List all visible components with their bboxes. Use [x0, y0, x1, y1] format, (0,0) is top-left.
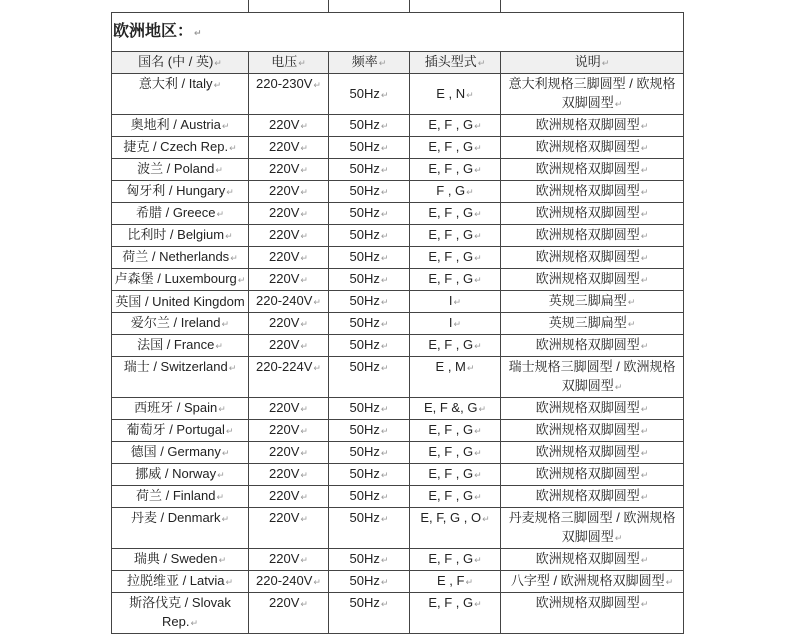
description-cell: 丹麦规格三脚圆型 / 欧洲规格双脚圆型 ↵	[509, 510, 676, 544]
description-cell: 欧洲规格双脚圆型 ↵	[536, 551, 649, 566]
table-row	[112, 137, 684, 159]
frequency-cell: 50Hz ↵	[350, 400, 389, 415]
description-cell: 欧洲规格双脚圆型 ↵	[536, 183, 649, 198]
description-cell: 欧洲规格双脚圆型 ↵	[536, 139, 649, 154]
table-row	[112, 442, 684, 464]
table-row	[112, 464, 684, 486]
header-row	[112, 52, 684, 74]
country-cell: 卢森堡 / Luxembourg ↵	[115, 271, 246, 286]
plug-type-cell: E , M ↵	[436, 359, 475, 374]
plug-type-cell: E, F &, G ↵	[424, 400, 486, 415]
plug-type-cell: E, F , G ↵	[428, 422, 481, 437]
frequency-cell: 50Hz ↵	[350, 573, 389, 588]
table-row	[112, 181, 684, 203]
country-cell: 德国 / Germany ↵	[131, 444, 230, 459]
voltage-cell: 220V ↵	[269, 488, 308, 503]
voltage-cell: 220V ↵	[269, 466, 308, 481]
header-description: 说明 ↵	[575, 54, 610, 69]
table-row	[112, 115, 684, 137]
plug-type-cell: E, F , G ↵	[428, 595, 481, 610]
description-cell: 欧洲规格双脚圆型 ↵	[536, 249, 649, 264]
plug-type-cell: E, F , G ↵	[428, 337, 481, 352]
section-title: 欧洲地区： ↵	[113, 23, 202, 40]
plug-type-cell: E , F ↵	[437, 573, 473, 588]
voltage-cell: 220V ↵	[269, 183, 308, 198]
country-cell: 比利时 / Belgium ↵	[127, 227, 232, 242]
table-border-stub	[328, 0, 329, 12]
frequency-cell: 50Hz ↵	[350, 183, 389, 198]
voltage-cell: 220V ↵	[269, 444, 308, 459]
voltage-cell: 220V ↵	[269, 117, 308, 132]
country-cell: 丹麦 / Denmark ↵	[131, 510, 229, 525]
country-cell: 法国 / France ↵	[137, 337, 223, 352]
country-cell: 葡萄牙 / Portugal ↵	[127, 422, 234, 437]
table-row	[112, 159, 684, 181]
description-cell: 欧洲规格双脚圆型 ↵	[536, 595, 649, 610]
country-cell: 瑞士 / Switzerland ↵	[124, 359, 237, 374]
voltage-cell: 220-240V ↵	[256, 573, 321, 588]
frequency-cell: 50Hz ↵	[350, 510, 389, 525]
table-row	[112, 313, 684, 335]
table-row	[112, 335, 684, 357]
country-cell: 捷克 / Czech Rep. ↵	[123, 139, 236, 154]
country-cell: 西班牙 / Spain ↵	[134, 400, 226, 415]
voltage-cell: 220-240V ↵	[256, 293, 321, 308]
plug-type-cell: E, F , G ↵	[428, 227, 481, 242]
country-cell: 拉脱维亚 / Latvia ↵	[127, 573, 233, 588]
voltage-cell: 220V ↵	[269, 205, 308, 220]
section-title-row	[112, 13, 684, 52]
plug-type-cell: E, F , G ↵	[428, 205, 481, 220]
voltage-cell: 220V ↵	[269, 595, 308, 610]
country-cell: 意大利 / Italy ↵	[139, 76, 221, 91]
voltage-cell: 220V ↵	[269, 161, 308, 176]
table-row	[112, 420, 684, 442]
voltage-cell: 220V ↵	[269, 315, 308, 330]
description-cell: 欧洲规格双脚圆型 ↵	[536, 488, 649, 503]
plug-type-cell: E, F, G , O ↵	[420, 510, 489, 525]
table-row	[112, 269, 684, 291]
country-cell: 挪威 / Norway ↵	[135, 466, 224, 481]
frequency-cell: 50Hz ↵	[350, 466, 389, 481]
voltage-cell: 220V ↵	[269, 139, 308, 154]
table-row	[112, 291, 684, 313]
frequency-cell: 50Hz ↵	[350, 161, 389, 176]
header-plug-type: 插头型式 ↵	[425, 54, 486, 69]
description-cell: 英规三脚扁型 ↵	[549, 315, 636, 330]
header-country: 国名 (中 / 英) ↵	[138, 54, 222, 69]
plug-type-cell: E, F , G ↵	[428, 249, 481, 264]
plug-type-cell: F , G ↵	[436, 183, 473, 198]
description-cell: 欧洲规格双脚圆型 ↵	[536, 205, 649, 220]
plug-type-cell: E, F , G ↵	[428, 466, 481, 481]
country-cell: 荷兰 / Netherlands ↵	[122, 249, 237, 264]
table-row	[112, 508, 684, 549]
frequency-cell: 50Hz ↵	[350, 359, 389, 374]
country-cell: 奥地利 / Austria ↵	[131, 117, 230, 132]
country-cell: 瑞典 / Sweden ↵	[134, 551, 226, 566]
country-cell: 希腊 / Greece ↵	[136, 205, 224, 220]
frequency-cell: 50Hz ↵	[350, 139, 389, 154]
description-cell: 欧洲规格双脚圆型 ↵	[536, 161, 649, 176]
description-cell: 瑞士规格三脚圆型 / 欧洲规格双脚圆型 ↵	[509, 359, 676, 393]
frequency-cell: 50Hz ↵	[350, 249, 389, 264]
frequency-cell: 50Hz ↵	[350, 117, 389, 132]
voltage-cell: 220V ↵	[269, 337, 308, 352]
voltage-cell: 220-230V ↵	[256, 76, 321, 91]
frequency-cell: 50Hz ↵	[350, 315, 389, 330]
frequency-cell: 50Hz ↵	[350, 444, 389, 459]
description-cell: 欧洲规格双脚圆型 ↵	[536, 466, 649, 481]
description-cell: 欧洲规格双脚圆型 ↵	[536, 337, 649, 352]
frequency-cell: 50Hz ↵	[350, 551, 389, 566]
description-cell: 八字型 / 欧洲规格双脚圆型 ↵	[511, 573, 673, 588]
voltage-cell: 220-224V ↵	[256, 359, 321, 374]
plug-type-cell: E, F , G ↵	[428, 161, 481, 176]
country-cell: 波兰 / Poland ↵	[137, 161, 223, 176]
country-cell: 斯洛伐克 / Slovak Rep. ↵	[129, 595, 231, 629]
table-border-stub	[500, 0, 501, 12]
description-cell: 英规三脚扁型 ↵	[549, 293, 636, 308]
voltage-cell: 220V ↵	[269, 400, 308, 415]
voltage-cell: 220V ↵	[269, 271, 308, 286]
table-row	[112, 549, 684, 571]
plug-type-cell: E, F , G ↵	[428, 139, 481, 154]
description-cell: 欧洲规格双脚圆型 ↵	[536, 444, 649, 459]
voltage-cell: 220V ↵	[269, 227, 308, 242]
country-cell: 匈牙利 / Hungary ↵	[126, 183, 234, 198]
table-row	[112, 74, 684, 115]
voltage-cell: 220V ↵	[269, 422, 308, 437]
plug-type-cell: E , N ↵	[436, 86, 473, 101]
plug-type-cell: E, F , G ↵	[428, 271, 481, 286]
header-voltage: 电压 ↵	[271, 54, 306, 69]
description-cell: 欧洲规格双脚圆型 ↵	[536, 271, 649, 286]
voltage-cell: 220V ↵	[269, 551, 308, 566]
plug-type-cell: E, F , G ↵	[428, 551, 481, 566]
voltage-cell: 220V ↵	[269, 249, 308, 264]
frequency-cell: 50Hz ↵	[350, 595, 389, 610]
frequency-cell: 50Hz ↵	[350, 422, 389, 437]
frequency-cell: 50Hz ↵	[350, 86, 389, 101]
country-cell: 荷兰 / Finland ↵	[136, 488, 224, 503]
frequency-cell: 50Hz ↵	[350, 205, 389, 220]
table-row	[112, 486, 684, 508]
frequency-cell: 50Hz ↵	[350, 271, 389, 286]
voltage-cell: 220V ↵	[269, 510, 308, 525]
description-cell: 欧洲规格双脚圆型 ↵	[536, 400, 649, 415]
frequency-cell: 50Hz ↵	[350, 488, 389, 503]
table-row	[112, 225, 684, 247]
plug-type-cell: E, F , G ↵	[428, 488, 481, 503]
frequency-cell: 50Hz ↵	[350, 293, 389, 308]
voltage-table	[111, 12, 684, 634]
plug-type-cell: I ↵	[449, 293, 461, 308]
table-row	[112, 593, 684, 634]
table-border-stub	[409, 0, 410, 12]
table-row	[112, 398, 684, 420]
table-row	[112, 357, 684, 398]
table-row	[112, 571, 684, 593]
country-cell: 英国 / United Kingdom	[115, 294, 245, 309]
table-row	[112, 203, 684, 225]
plug-type-cell: I ↵	[449, 315, 461, 330]
description-cell: 意大利规格三脚圆型 / 欧规格双脚圆型 ↵	[509, 76, 676, 110]
table-border-stub	[248, 0, 249, 12]
description-cell: 欧洲规格双脚圆型 ↵	[536, 227, 649, 242]
plug-type-cell: E, F , G ↵	[428, 444, 481, 459]
header-frequency: 频率 ↵	[352, 54, 387, 69]
frequency-cell: 50Hz ↵	[350, 337, 389, 352]
table-row	[112, 247, 684, 269]
description-cell: 欧洲规格双脚圆型 ↵	[536, 117, 649, 132]
country-cell: 爱尔兰 / Ireland ↵	[131, 315, 229, 330]
frequency-cell: 50Hz ↵	[350, 227, 389, 242]
plug-type-cell: E, F , G ↵	[428, 117, 481, 132]
description-cell: 欧洲规格双脚圆型 ↵	[536, 422, 649, 437]
